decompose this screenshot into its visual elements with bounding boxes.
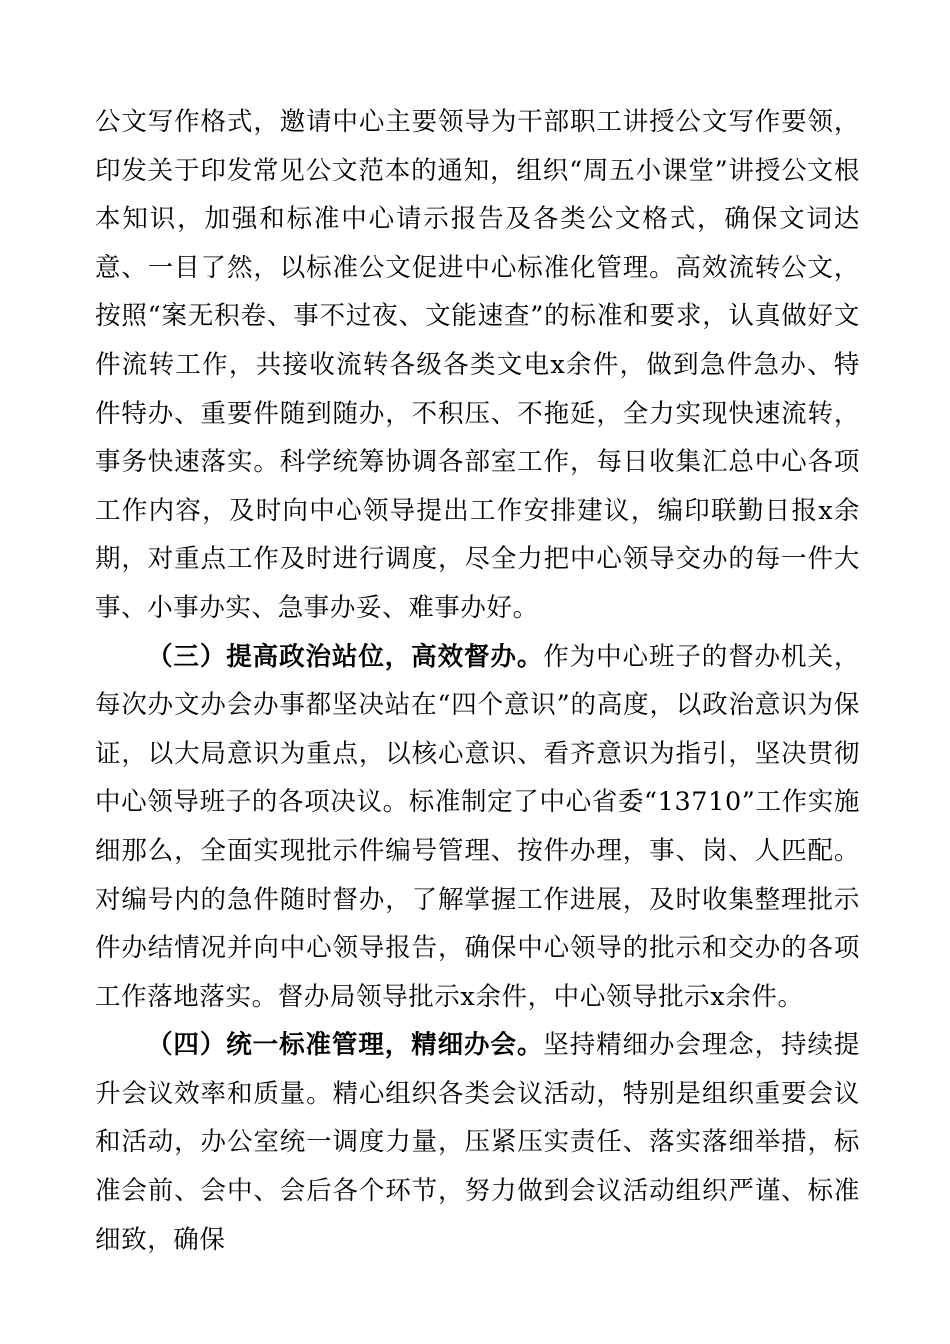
paragraph-section-4 <box>95 1021 860 1264</box>
paragraph-text: 作为中心班子的督办机关，每次办文办会办事都坚决站在“四个意识”的高度，以政治意识为保证，以大局意识为重点，以核心意识、看齐意识为指引，坚决贯彻中心领导班子的各项决议。标准制定了中心省委“13710”工作实施细那么，全面实现批示件编号管理、按件办理，事、岗、人匹配。对编号内的急件随时督办，了解掌握工作进展，及时收集整理批示件办结情况并向中心领导报告，确保中心领导的批示和交办的各项工作落地落实。督办局领导批示x余件，中心领导批示x余件。 <box>95 641 860 1012</box>
document-body <box>95 98 860 1264</box>
paragraph-text: 坚持精细办会理念，持续提升会议效率和质量。精心组织各类会议活动，特别是组织重要会议和活动，办公室统一调度力量，压紧压实责任、落实落细举措，标准会前、会中、会后各个环节，努力做到会议活动组织严谨、标准细致，确保 <box>95 1030 860 1255</box>
section-heading-3: （三）提高政治站位，高效督办。 <box>147 641 544 672</box>
paragraph-continuation <box>95 98 860 633</box>
paragraph-text: 公文写作格式，邀请中心主要领导为干部职工讲授公文写作要领，印发关于印发常见公文范本的通知，组织“周五小课堂”讲授公文根本知识，加强和标准中心请示报告及各类公文格式，确保文词达意、一目了然，以标准公文促进中心标准化管理。高效流转公文，按照“案无积卷、事不过夜、文能速查”的标准和要求，认真做好文件流转工作，共接收流转各级各类文电x余件，做到急件急办、特件特办、重要件随到随办，不积压、不拖延，全力实现快速流转，事务快速落实。科学统筹协调各部室工作，每日收集汇总中心各项工作内容，及时向中心领导提出工作安排建议，编印联勤日报x余期，对重点工作及时进行调度，尽全力把中心领导交办的每一件大事、小事办实、急事办妥、难事办好。 <box>95 107 860 623</box>
section-heading-4: （四）统一标准管理，精细办会。 <box>147 1030 544 1061</box>
paragraph-section-3 <box>95 633 860 1022</box>
